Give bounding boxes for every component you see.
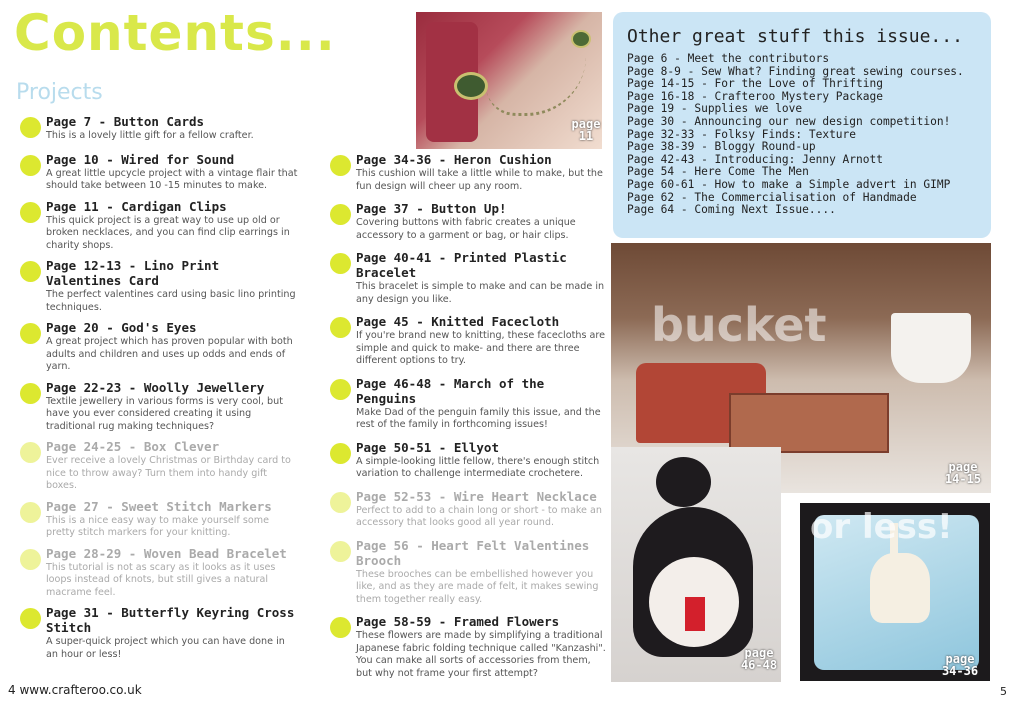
project-entry bbox=[20, 199, 298, 253]
bullet-dot-icon bbox=[20, 383, 41, 404]
bullet-dot-icon bbox=[330, 317, 351, 338]
project-entry bbox=[330, 440, 608, 481]
project-entry bbox=[330, 201, 608, 242]
project-heading: Page 58-59 - Framed Flowers bbox=[356, 614, 560, 629]
footer-page-number: 5 bbox=[1000, 685, 1007, 698]
project-description: A great little upcycle project with a vintage flair that should take between 10 -15 minutes to make. bbox=[46, 167, 298, 191]
project-heading: Page 40-41 - Printed Plastic Bracelet bbox=[356, 250, 567, 280]
heron-body bbox=[870, 553, 930, 623]
bullet-dot-icon bbox=[20, 549, 41, 570]
penguin-head bbox=[656, 457, 711, 507]
project-entry bbox=[330, 538, 608, 607]
project-entry bbox=[330, 250, 608, 306]
project-description: This tutorial is not as scary as it looks as it uses loops instead of knots, but still gives a natural macrame feel. bbox=[46, 561, 276, 598]
other-stuff-item: Page 19 - Supplies we love bbox=[627, 102, 803, 116]
project-description: These brooches can be embellished however you like, and as they are made of felt, it makes sewing them together really easy. bbox=[356, 568, 599, 605]
project-description: If you're brand new to knitting, these facecloths are simple and quick to make- and there are three different options to try. bbox=[356, 330, 606, 366]
bullet-dot-icon bbox=[20, 155, 41, 176]
other-stuff-item: Page 32-33 - Folksy Finds: Texture bbox=[627, 127, 857, 141]
project-heading: Page 31 - Butterfly Keyring Cross Stitch bbox=[46, 605, 295, 635]
bullet-dot-icon bbox=[330, 155, 351, 176]
other-stuff-item: Page 42-43 - Introducing: Jenny Arnott bbox=[627, 152, 883, 166]
project-description: A simple-looking little fellow, there's enough stitch variation to challenge intermediate crochetere. bbox=[356, 455, 600, 479]
project-description: This quick project is a great way to use up old or broken necklaces, and you can find clip earrings in charity shops. bbox=[46, 214, 290, 251]
other-stuff-title: Other great stuff this issue... bbox=[627, 26, 963, 47]
project-entry bbox=[20, 258, 298, 314]
bullet-dot-icon bbox=[330, 204, 351, 225]
footer-page-url: 4 www.crafteroo.co.uk bbox=[8, 683, 142, 697]
other-stuff-item: Page 14-15 - For the Love of Thrifting bbox=[627, 77, 883, 91]
project-description: This is a lovely little gift for a fellow crafter. bbox=[46, 130, 254, 141]
photo-page-label: page 14-15 bbox=[944, 460, 982, 486]
bullet-dot-icon bbox=[330, 379, 351, 400]
project-heading: Page 7 - Button Cards bbox=[46, 114, 205, 129]
project-entry bbox=[330, 314, 608, 368]
bullet-dot-icon bbox=[330, 541, 351, 562]
project-entry bbox=[330, 489, 608, 530]
bullet-dot-icon bbox=[20, 608, 41, 629]
project-description: Textile jewellery in various forms is very cool, but have you ever considered creating it using traditional rug making techniques? bbox=[46, 395, 283, 432]
other-stuff-item: Page 16-18 - Crafteroo Mystery Package bbox=[627, 89, 883, 103]
project-description: These flowers are made by simplifying a traditional Japanese fabric folding technique called "Kanzashi". You can make all sorts of accessories from them, but why not frame your first attempt? bbox=[356, 630, 606, 679]
project-description: Covering buttons with fabric creates a unique accessory to a garment or bag, or hair clips. bbox=[356, 217, 576, 241]
button-shape bbox=[454, 72, 488, 100]
project-entry bbox=[20, 546, 298, 600]
penguin-tie bbox=[685, 597, 705, 631]
other-stuff-item: Page 8-9 - Sew What? Finding great sewing courses. bbox=[627, 64, 964, 78]
project-entry bbox=[20, 380, 298, 434]
bullet-dot-icon bbox=[20, 202, 41, 223]
project-heading: Page 28-29 - Woven Bead Bracelet bbox=[46, 545, 287, 561]
other-stuff-item: Page 54 - Here Come The Men bbox=[627, 165, 809, 179]
project-entry bbox=[20, 152, 298, 193]
project-entry bbox=[20, 439, 298, 493]
bullet-dot-icon bbox=[20, 502, 41, 523]
project-entry bbox=[330, 376, 608, 432]
project-heading: Page 46-48 - March of the Penguins bbox=[356, 375, 545, 406]
projects-column-middle bbox=[330, 152, 608, 680]
bullet-dot-icon bbox=[20, 261, 41, 282]
bullet-dot-icon bbox=[20, 442, 41, 463]
photo-page-label: page 46-48 bbox=[740, 646, 778, 672]
project-description: Perfect to add to a chain long or short - to make an accessory that looks good all year round. bbox=[356, 504, 602, 528]
chain-shape bbox=[486, 56, 586, 116]
project-heading: Page 10 - Wired for Sound bbox=[46, 151, 235, 167]
other-stuff-item: Page 60-61 - How to make a Simple advert in GIMP bbox=[627, 177, 951, 191]
projects-column-left bbox=[20, 114, 298, 661]
bullet-dot-icon bbox=[330, 253, 351, 274]
project-description: This bracelet is simple to make and can be made in any design you like. bbox=[356, 281, 605, 305]
other-stuff-item: Page 38-39 - Bloggy Round-up bbox=[627, 140, 816, 154]
watermark: or less! bbox=[810, 507, 953, 547]
project-heading: Page 37 - Button Up! bbox=[356, 201, 507, 216]
bullet-dot-icon bbox=[20, 323, 41, 344]
project-description: Make Dad of the penguin family this issue, and the rest of the family in forthcoming issues! bbox=[356, 406, 601, 430]
project-heading: Page 45 - Knitted Facecloth bbox=[356, 314, 560, 329]
project-description: A great project which has proven popular with both adults and children and uses up odds and ends of yarn. bbox=[46, 336, 293, 372]
heron-cushion-photo bbox=[800, 503, 990, 681]
project-description: The perfect valentines card using basic lino printing techniques. bbox=[46, 289, 296, 313]
project-entry bbox=[20, 320, 298, 374]
section-heading-projects: Projects bbox=[16, 80, 103, 105]
bullet-dot-icon bbox=[330, 617, 351, 638]
watermark: bucket bbox=[651, 298, 827, 352]
project-entry bbox=[330, 152, 608, 193]
other-stuff-item: Page 30 - Announcing our new design competition! bbox=[627, 114, 951, 128]
project-heading: Page 50-51 - Ellyot bbox=[356, 439, 499, 455]
other-stuff-panel bbox=[613, 12, 991, 238]
tin-shape bbox=[729, 393, 889, 453]
project-description: Ever receive a lovely Christmas or Birthday card to nice to throw away? Turn them into handy gift boxes. bbox=[46, 455, 291, 491]
project-entry bbox=[330, 614, 608, 680]
project-heading: Page 11 - Cardigan Clips bbox=[46, 198, 227, 214]
other-stuff-list bbox=[627, 53, 979, 217]
penguin-photo bbox=[611, 447, 781, 682]
other-stuff-item: Page 62 - The Commercialisation of Handmade bbox=[627, 190, 917, 204]
photo-page-label: page 11 bbox=[571, 117, 601, 143]
project-heading: Page 34-36 - Heron Cushion bbox=[356, 152, 552, 167]
project-heading: Page 20 - God's Eyes bbox=[46, 320, 197, 335]
project-heading: Page 27 - Sweet Stitch Markers bbox=[46, 498, 272, 514]
project-description: This is a nice easy way to make yourself some pretty stitch markers for your knitting. bbox=[46, 514, 269, 538]
project-heading: Page 56 - Heart Felt Valentines Brooch bbox=[356, 537, 590, 568]
cardigan-clips-photo bbox=[416, 12, 602, 149]
other-stuff-item: Page 6 - Meet the contributors bbox=[627, 52, 830, 65]
bullet-dot-icon bbox=[330, 492, 351, 513]
project-description: A super-quick project which you can have done in an hour or less! bbox=[46, 636, 285, 660]
project-entry bbox=[20, 605, 298, 661]
bullet-dot-icon bbox=[330, 443, 351, 464]
other-stuff-item: Page 64 - Coming Next Issue.... bbox=[627, 203, 836, 217]
project-heading: Page 22-23 - Woolly Jewellery bbox=[46, 379, 265, 395]
project-entry bbox=[20, 114, 298, 143]
button-shape-small bbox=[571, 30, 591, 48]
page-title: Contents... bbox=[14, 4, 336, 62]
project-description: This cushion will take a little while to make, but the fun design will cheer up any room. bbox=[356, 168, 603, 192]
project-entry bbox=[20, 499, 298, 540]
project-heading: Page 52-53 - Wire Heart Necklace bbox=[356, 488, 597, 504]
bullet-dot-icon bbox=[20, 117, 41, 138]
cup-shape bbox=[891, 313, 971, 383]
project-heading: Page 12-13 - Lino Print Valentines Card bbox=[46, 258, 220, 288]
project-heading: Page 24-25 - Box Clever bbox=[46, 439, 220, 454]
photo-page-label: page 34-36 bbox=[941, 652, 979, 678]
